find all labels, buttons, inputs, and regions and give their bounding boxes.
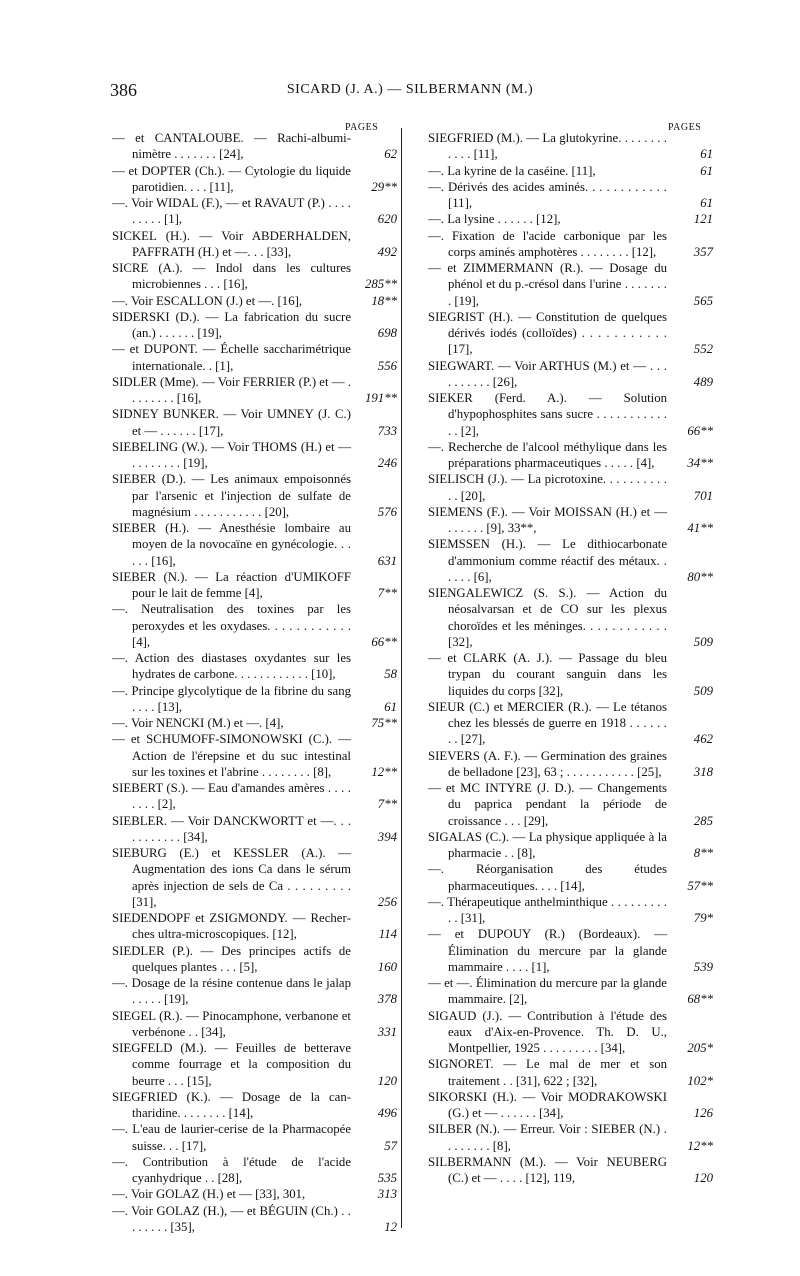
index-entry: [428, 699, 713, 748]
entry-page: 701: [693, 488, 713, 503]
entry-page: 378: [377, 992, 397, 1007]
entry-text: SIEUR (C.) et MERCIER (R.). — Le tétanos chez les blessés de guerre en 1918 . . . . . . . . [27],: [428, 699, 667, 747]
index-entry: [112, 520, 397, 569]
entry-page: 120: [693, 1171, 713, 1185]
page-number: 386: [110, 80, 137, 100]
entry-page: 285**: [365, 277, 397, 292]
entry-text: —. Voir WIDAL (F.), — et RAVAUT (P.) . . . . . . . . . [1],: [112, 196, 351, 227]
entry-text: SICRE (A.). — Indol dans les cultures microbiennes . . . [16],: [112, 261, 351, 292]
index-entry: [112, 439, 397, 472]
entry-page: 620: [377, 212, 397, 227]
entry-page: 58: [384, 667, 397, 682]
entry-page: 102*: [687, 1073, 713, 1088]
index-entry: [112, 130, 397, 163]
entry-page: 698: [377, 326, 397, 340]
entry-text: —. Neutralisation des toxines par les peroxydes et les oxydases. . . . . . . . . . . . [4],: [112, 602, 351, 649]
entry-page: 539: [693, 959, 713, 974]
entry-text: —. L'eau de laurier-cerise de la Pharmacopée suisse. . . [17],: [112, 1122, 351, 1153]
entry-text: —. Recherche de l'alcool méthylique dans les préparations pharmaceutiques . . . . . [4],: [428, 439, 667, 470]
index-entry: [112, 943, 397, 976]
index-entry: [428, 829, 713, 862]
index-entry: [428, 439, 713, 472]
entry-page: 631: [377, 553, 397, 568]
index-entry: [428, 504, 713, 537]
entry-page: 576: [377, 504, 397, 519]
entry-text: — et SCHUMOFF-SIMONOWSKI (C.). — Action de l'érepsine et du suc intestinal sur les toxines et l'abrine . . . . . . . . [8],: [112, 732, 351, 779]
entry-text: SICKEL (H.). — Voir ABDERHALDEN, PAFFRATH (H.) et —. . . [33],: [112, 228, 351, 259]
index-entry: [112, 683, 397, 716]
index-entry: [428, 130, 713, 163]
index-entry: [112, 601, 397, 650]
pages-column-header-right: PAGES: [668, 122, 702, 133]
index-entry: [112, 228, 397, 261]
index-entry: [112, 910, 397, 943]
entry-text: —. Dosage de la résine contenue dans le jalap . . . . . [19],: [112, 976, 351, 1007]
entry-text: SIEKER (Ferd. A.). — Solution d'hypophosphites sans sucre . . . . . . . . . . . . . [2],: [428, 391, 667, 438]
index-entry: [428, 1056, 713, 1089]
entry-text: SIEGFRIED (M.). — La glutokyrine. . . . . . . . . . . . [11],: [428, 131, 667, 162]
entry-page: 61: [384, 699, 397, 714]
entry-page: 7**: [377, 586, 397, 600]
index-entry: [112, 975, 397, 1008]
entry-page: 57**: [687, 878, 713, 893]
index-entry: [112, 406, 397, 439]
entry-page: 285: [693, 813, 713, 828]
entry-page: 34**: [687, 456, 713, 470]
entry-page: 66**: [371, 634, 397, 649]
entry-page: 114: [378, 927, 397, 942]
entry-page: 80**: [687, 569, 713, 584]
entry-text: —. Réorganisation des études pharmaceutiques. . . . [14],: [428, 862, 667, 893]
index-entry: [112, 1186, 397, 1202]
entry-page: 8**: [693, 846, 713, 860]
entry-page: 126: [693, 1106, 713, 1120]
index-entry: [428, 780, 713, 829]
entry-text: SIGNORET. — Le mal de mer et son traitement . . [31], 622 ; [32],: [428, 1057, 667, 1088]
index-entry: [112, 813, 397, 846]
entry-page: 462: [693, 732, 713, 747]
entry-text: —. Voir ESCALLON (J.) et —. [16],: [112, 293, 303, 308]
index-entry: [428, 471, 713, 504]
entry-page: 61: [700, 147, 713, 162]
index-entry: [112, 260, 397, 293]
entry-page: 556: [377, 358, 397, 373]
running-head: SICARD (J. A.) — SILBERMANN (M.): [286, 82, 534, 97]
entry-text: SIEBERT (S.). — Eau d'amandes amères . . . . . . . . [2],: [112, 781, 351, 812]
entry-page: 18**: [371, 293, 397, 308]
index-entry: [112, 293, 397, 309]
entry-text: — et MC INTYRE (J. D.). — Changements du paprica pendant la période de croissance . . . [29],: [428, 781, 667, 828]
entry-text: — et —. Élimination du mercure par la glande mammaire. [2],: [428, 976, 667, 1007]
entry-page: 61: [700, 196, 713, 210]
index-entry: [428, 211, 713, 227]
index-entry: [428, 309, 713, 358]
entry-text: SIEMENS (F.). — Voir MOISSAN (H.) et — . . . . . . [9], 33**,: [428, 504, 667, 535]
entry-page: 535: [377, 1171, 397, 1185]
entry-page: 205*: [687, 1041, 713, 1055]
entry-text: SIEGWART. — Voir ARTHUS (M.) et — . . . . . . . . . . [26],: [428, 358, 667, 389]
entry-page: 61: [700, 163, 713, 178]
entry-text: SILBER (N.). — Erreur. Voir : SIEBER (N.) . . . . . . . . [8],: [428, 1122, 667, 1153]
pages-column-header-left: PAGES: [345, 122, 379, 133]
entry-text: SIEBELING (W.). — Voir THOMS (H.) et — . . . . . . . . [19],: [112, 439, 351, 470]
entry-text: SIGALAS (C.). — La physique appliquée à la pharmacie . . [8],: [428, 829, 667, 860]
entry-text: — et DUPOUY (R.) (Bordeaux). — Élimination du mercure par la glande mammaire . . . . [1],: [428, 927, 667, 974]
entry-text: SIEBURG (E.) et KESSLER (A.). — Augmentation des ions Ca dans le sérum après injection de sels de Ca . . . . . . . . . [31],: [112, 846, 351, 909]
index-entry: [428, 163, 713, 179]
entry-text: —. Voir GOLAZ (H.), — et BÉGUIN (Ch.) . . . . . . . . [35],: [112, 1203, 351, 1234]
entry-page: 318: [693, 764, 713, 779]
entry-text: SIEDLER (P.). — Des principes actifs de quelques plantes . . . [5],: [112, 943, 351, 974]
entry-page: 552: [693, 342, 713, 357]
entry-page: 41**: [687, 521, 713, 535]
entry-text: —. Action des diastases oxydantes sur les hydrates de carbone. . . . . . . . . . . . [10],: [112, 651, 351, 682]
index-entry: [112, 1008, 397, 1041]
entry-text: SIDERSKI (D.). — La fabrication du sucre (an.) . . . . . . [19],: [112, 309, 351, 340]
entry-text: — et DUPONT. — Échelle saccharimétrique internationale. . [1],: [112, 342, 351, 373]
index-entry: [428, 1089, 713, 1122]
entry-text: SIEVERS (A. F.). — Germination des graines de belladone [23], 63 ; . . . . . . . . . . . [25],: [428, 748, 667, 779]
entry-page: 79*: [693, 911, 713, 925]
entry-text: —. Contribution à l'étude de l'acide cyanhydrique . . [28],: [112, 1154, 351, 1185]
entry-text: SIELISCH (J.). — La picrotoxine. . . . . . . . . . . . [20],: [428, 472, 667, 503]
index-entry: [112, 163, 397, 196]
index-entry: [428, 179, 713, 212]
entry-text: SIEGFELD (M.). — Feuilles de betterave comme fourrage et la composition du beurre . . . [15],: [112, 1041, 351, 1088]
page-header: [110, 80, 710, 104]
entry-page: 68**: [687, 992, 713, 1007]
entry-page: 509: [693, 634, 713, 649]
entry-page: 75**: [371, 716, 397, 730]
entry-text: SIEGEL (R.). — Pinocamphone, verbanone et verbénone . . [34],: [112, 1008, 351, 1039]
index-entry: [428, 926, 713, 975]
index-entry: [112, 341, 397, 374]
entry-page: 12**: [687, 1138, 713, 1153]
entry-page: 357: [693, 244, 713, 259]
index-entry: [428, 748, 713, 781]
entry-page: 565: [693, 293, 713, 308]
index-entry: [112, 569, 397, 602]
column-divider: [401, 128, 402, 1228]
index-entry: [428, 861, 713, 894]
entry-text: — et DOPTER (Ch.). — Cytologie du liquide parotidien. . . . [11],: [112, 163, 351, 194]
index-entry: [428, 1154, 713, 1187]
entry-text: SIEGRIST (H.). — Constitution de quelques dérivés iodés (colloïdes) . . . . . . . . . . . [17],: [428, 309, 667, 357]
entry-text: SIEBLER. — Voir DANCKWORTT et —. . . . . . . . . . . [34],: [112, 813, 351, 844]
index-entry: [112, 715, 397, 731]
index-entry: [112, 845, 397, 910]
entry-text: — et CLARK (A. J.). — Passage du bleu trypan du courant sanguin dans les liquides du corps [32],: [428, 651, 667, 698]
entry-text: SIEBER (H.). — Anesthésie lombaire au moyen de la novocaïne en gynécologie. . . . . . [16],: [112, 521, 351, 568]
index-entry: [112, 1040, 397, 1089]
entry-page: 57: [384, 1138, 397, 1153]
entry-page: 121: [693, 212, 713, 227]
index-entry: [428, 975, 713, 1008]
index-entry: [428, 228, 713, 261]
index-entry: [112, 309, 397, 342]
index-entry: [112, 1121, 397, 1154]
entry-page: 12: [384, 1219, 397, 1234]
entry-page: 331: [377, 1024, 397, 1039]
entry-page: 492: [377, 244, 397, 259]
entry-page: 496: [377, 1106, 397, 1120]
entry-page: 509: [693, 683, 713, 698]
entry-text: —. Principe glycolytique de la fibrine du sang . . . . [13],: [112, 683, 351, 714]
entry-text: —. Thérapeutique anthelminthique . . . . . . . . . . . [31],: [428, 894, 667, 925]
index-entry: [112, 780, 397, 813]
index-entry: [112, 471, 397, 520]
entry-page: 733: [377, 423, 397, 438]
entry-text: SIEGFRIED (K.). — Dosage de la cantharidine. . . . . . . . [14],: [112, 1089, 351, 1120]
index-entry: [428, 358, 713, 391]
entry-text: —. La kyrine de la caséine. [11],: [428, 163, 596, 178]
index-entry: [112, 1154, 397, 1187]
entry-page: 66**: [687, 423, 713, 438]
index-entry: [428, 1008, 713, 1057]
entry-page: 246: [377, 456, 397, 470]
entry-text: SILBERMANN (M.). — Voir NEUBERG (C.) et — . . . . [12], 119,: [428, 1154, 667, 1185]
entry-page: 29**: [371, 179, 397, 194]
index-entry: [112, 195, 397, 228]
entry-page: 313: [377, 1187, 397, 1202]
index-entry: [428, 585, 713, 650]
entry-page: 62: [384, 147, 397, 162]
entry-page: 7**: [377, 797, 397, 812]
entry-text: SIEBER (D.). — Les animaux empoisonnés par l'arsenic et l'injection de sulfate de magnésium . . . . . . . . . . . [20],: [112, 472, 351, 519]
entry-page: 489: [693, 374, 713, 389]
entry-text: SIENGALEWICZ (S. S.). — Action du néosalvarsan et de CO sur les plexus choroïdes et les méninges. . . . . . . . . . . . [32],: [428, 586, 667, 649]
index-entry: [112, 1089, 397, 1122]
entry-text: — et ZIMMERMANN (R.). — Dosage du phénol et du p.-crésol dans l'urine . . . . . . . . [19],: [428, 261, 667, 308]
entry-text: SIDNEY BUNKER. — Voir UMNEY (J. C.) et — . . . . . . [17],: [112, 407, 351, 438]
entry-text: —. Voir NENCKI (M.) et —. [4],: [112, 716, 284, 730]
entry-page: 256: [377, 894, 397, 909]
entry-text: SIEBER (N.). — La réaction d'UMIKOFF pour le lait de femme [4],: [112, 569, 351, 600]
index-entry: [112, 650, 397, 683]
index-entry: [428, 1121, 713, 1154]
index-entry: [428, 260, 713, 309]
entry-text: —. La lysine . . . . . . [12],: [428, 212, 561, 227]
entry-page: 160: [377, 959, 397, 974]
index-column-left: [112, 130, 397, 1235]
entry-page: 394: [377, 829, 397, 844]
entry-text: SIEMSSEN (H.). — Le dithiocarbonate d'ammonium comme réactif des métaux. . . . . . [6],: [428, 537, 667, 584]
index-entry: [428, 894, 713, 927]
index-entry: [112, 1203, 397, 1236]
index-entry: [428, 650, 713, 699]
index-entry: [428, 390, 713, 439]
entry-text: —. Fixation de l'acide carbonique par les corps aminés amphotères . . . . . . . . [12],: [428, 228, 667, 259]
entry-text: SIEDENDOPF et ZSIGMONDY. — Recherches ultra-microscopiques. [12],: [112, 911, 351, 942]
entry-page: 191**: [365, 391, 397, 405]
entry-text: —. Voir GOLAZ (H.) et — [33], 301,: [112, 1187, 306, 1202]
index-column-right: [428, 130, 713, 1186]
entry-text: SIGAUD (J.). — Contribution à l'étude des eaux d'Aix-en-Provence. Th. D. U., Montpellier, 1925 . . . . . . . . . [34],: [428, 1008, 667, 1055]
index-entry: [112, 374, 397, 407]
entry-text: SIDLER (Mme). — Voir FERRIER (P.) et — . . . . . . . . [16],: [112, 374, 351, 405]
entry-page: 12**: [371, 764, 397, 779]
index-entry: [428, 536, 713, 585]
entry-text: SIKORSKI (H.). — Voir MODRAKOWSKI (G.) et — . . . . . . [34],: [428, 1089, 667, 1120]
entry-page: 120: [377, 1073, 397, 1088]
index-entry: [112, 731, 397, 780]
entry-text: — et CANTALOUBE. — Rachi-albuminimètre . . . . . . . [24],: [112, 131, 351, 162]
entry-text: —. Dérivés des acides aminés. . . . . . . . . . . . [11],: [428, 179, 667, 210]
